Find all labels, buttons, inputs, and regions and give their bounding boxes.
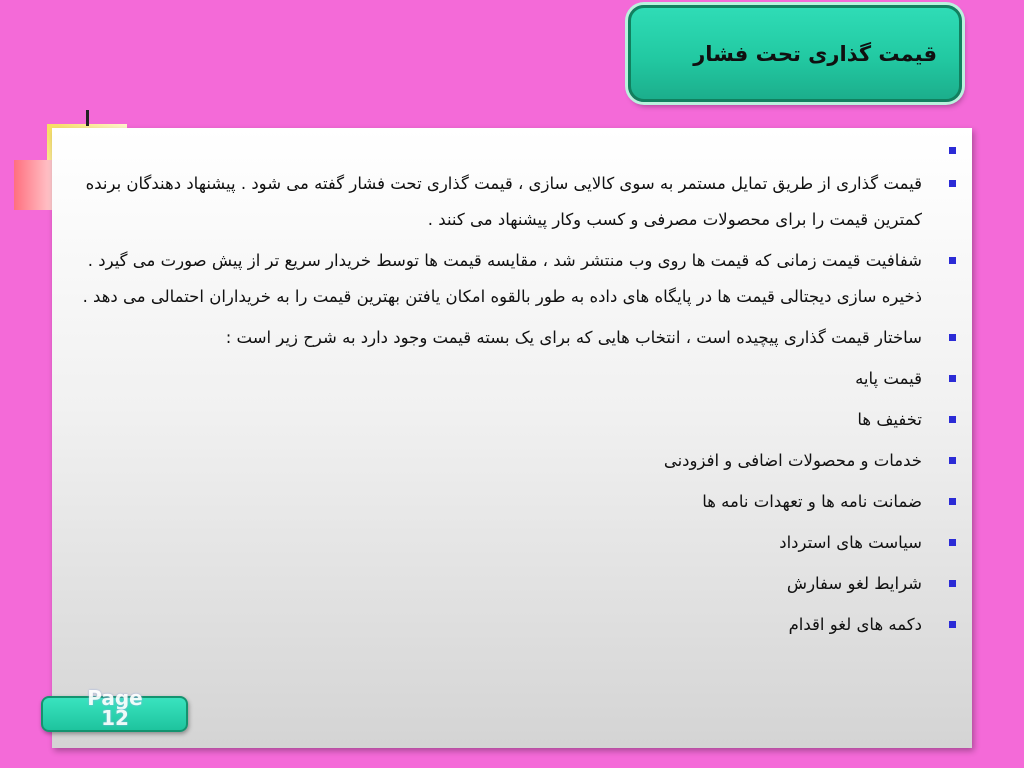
- bullet-item: [64, 320, 956, 356]
- bullet-text: سیاست های استرداد: [779, 533, 922, 552]
- bullet-square-icon: [949, 147, 956, 154]
- title-banner: [628, 5, 962, 102]
- bullet-item: [64, 484, 956, 520]
- content-panel: [52, 128, 972, 748]
- bullet-item: [64, 140, 956, 162]
- bullet-square-icon: [949, 457, 956, 464]
- bullet-item: [64, 525, 956, 561]
- bullet-square-icon: [949, 257, 956, 264]
- bullet-text: شفافیت قیمت زمانی که قیمت ها روی وب منتشر شد ، مقایسه قیمت ها توسط خریدار سریع تر از پیش صورت می گیرد . ذخیره سازی دیجتالی قیمت ها در پایگاه های داده به طور بالقوه امکان یافتن بهترین قیمت را به خریداران احتمالی می دهد .: [82, 251, 922, 306]
- page-number-label: Page 12: [87, 686, 143, 730]
- bullet-text: قیمت گذاری از طریق تمایل مستمر به سوی کالایی سازی ، قیمت گذاری تحت فشار گفته می شود . پیشنهاد دهندگان برنده کمترین قیمت را برای محصولات مصرفی و کسب وکار پیشنهاد می کنند .: [85, 174, 922, 229]
- bullet-item: [64, 443, 956, 479]
- slide-title: قیمت گذاری تحت فشار: [693, 41, 937, 66]
- bullet-item: [64, 607, 956, 643]
- bullet-text: شرایط لغو سفارش: [786, 574, 922, 593]
- bullet-text: تخفیف ها: [857, 410, 922, 429]
- bullet-square-icon: [949, 580, 956, 587]
- bullet-item: [64, 566, 956, 602]
- bullet-item: [64, 166, 956, 238]
- bullet-text: ضمانت نامه ها و تعهدات نامه ها: [702, 492, 922, 511]
- bullet-item: [64, 243, 956, 315]
- bullet-text: ساختار قیمت گذاری پیچیده است ، انتخاب هایی که برای یک بسته قیمت وجود دارد به شرح زیر است :: [225, 328, 922, 347]
- bullet-square-icon: [949, 375, 956, 382]
- bullet-item: [64, 361, 956, 397]
- bullet-text: دکمه های لغو اقدام: [788, 615, 922, 634]
- bullet-square-icon: [949, 621, 956, 628]
- bullet-text: خدمات و محصولات اضافی و افزودنی: [663, 451, 922, 470]
- bullet-square-icon: [949, 180, 956, 187]
- bullet-list: [64, 140, 956, 643]
- bullet-text: قیمت پایه: [855, 369, 922, 388]
- bullet-square-icon: [949, 416, 956, 423]
- bullet-item: [64, 402, 956, 438]
- bullet-square-icon: [949, 539, 956, 546]
- bullet-square-icon: [949, 498, 956, 505]
- bullet-square-icon: [949, 334, 956, 341]
